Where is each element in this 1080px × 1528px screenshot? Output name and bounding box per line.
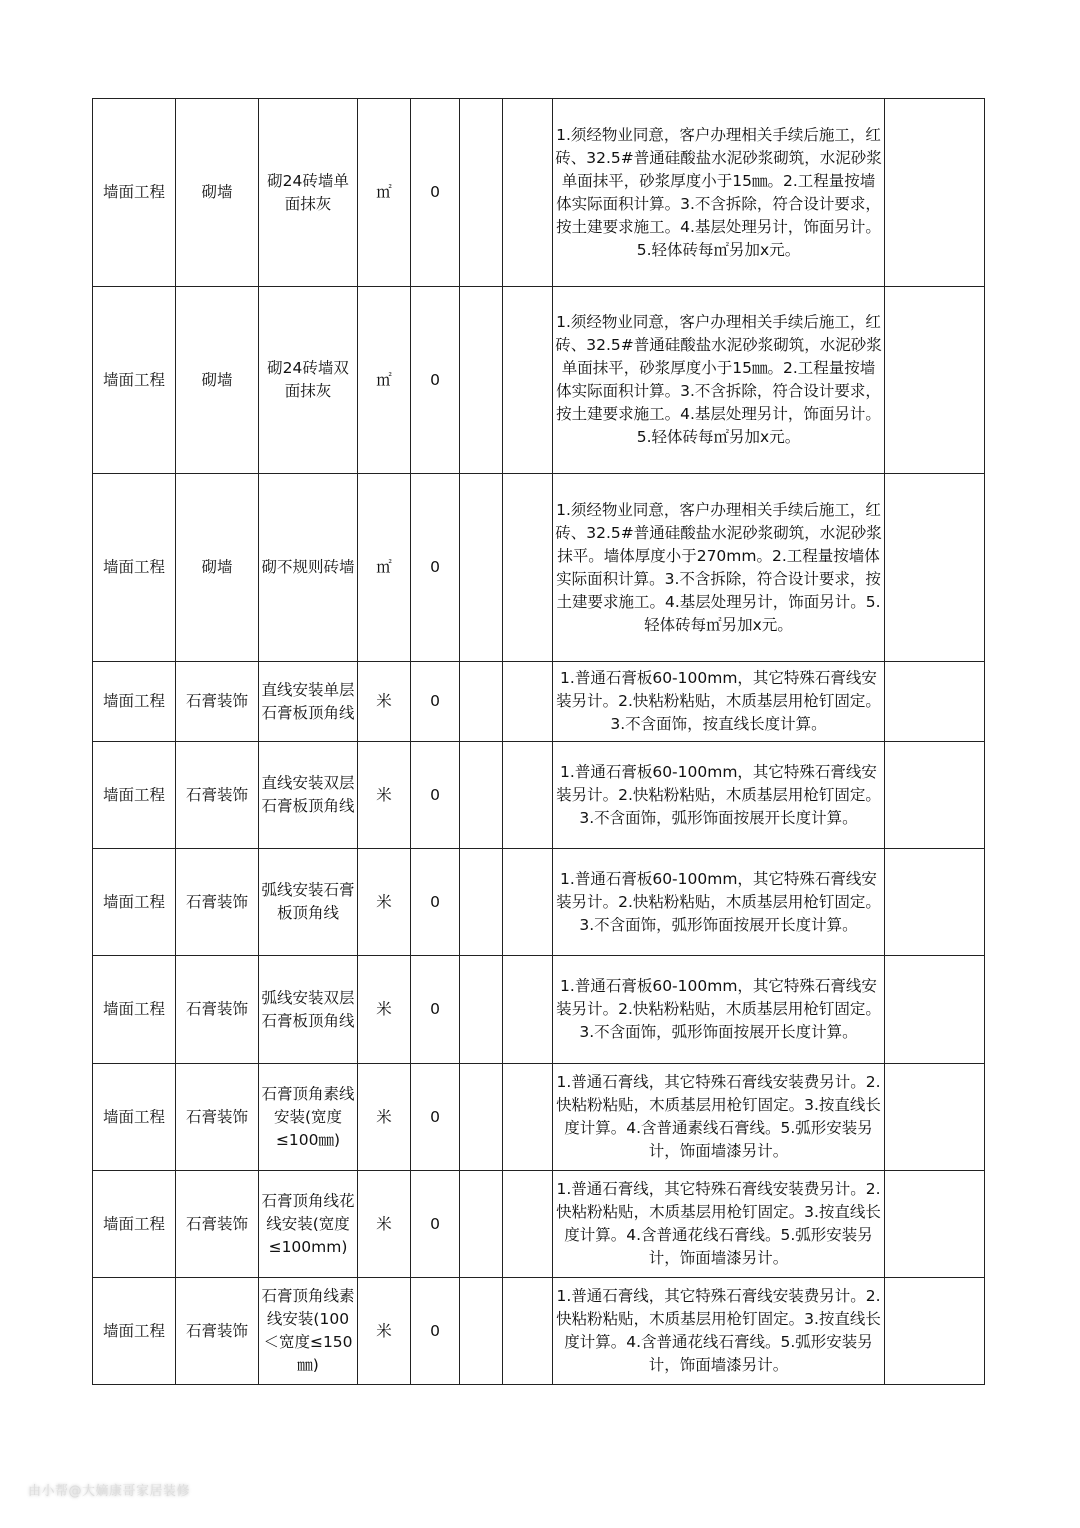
blank-cell <box>460 99 503 287</box>
blank-cell <box>460 956 503 1064</box>
remark-cell <box>885 1278 985 1385</box>
subcategory-cell: 石膏装饰 <box>176 662 259 742</box>
unit-cell: 米 <box>358 849 411 956</box>
table-row <box>93 742 985 849</box>
quantity-cell: 0 <box>411 1064 460 1171</box>
quantity-cell: 0 <box>411 742 460 849</box>
description-cell: 1.须经物业同意，客户办理相关手续后施工，红砖、32.5#普通硅酸盐水泥砂浆砌筑，水泥砂浆抹平。墙体厚度小于270mm。2.工程量按墙体实际面积计算。3.不含拆除，符合设计要求，按土建要求施工。4.基层处理另计，饰面另计。5.轻体砖每㎡另加x元。 <box>553 474 885 662</box>
description-cell: 1.普通石膏线，其它特殊石膏线安装费另计。2.快粘粉粘贴，木质基层用枪钉固定。3.按直线长度计算。4.含普通花线石膏线。5.弧形安装另计，饰面墙漆另计。 <box>553 1171 885 1278</box>
quantity-cell: 0 <box>411 474 460 662</box>
blank-cell <box>460 742 503 849</box>
table-row <box>93 99 985 287</box>
item-name-cell: 砌24砖墙单面抹灰 <box>259 99 358 287</box>
item-name-cell: 砌不规则砖墙 <box>259 474 358 662</box>
unit-cell: ㎡ <box>358 287 411 474</box>
unit-cell: 米 <box>358 956 411 1064</box>
item-name-cell: 石膏顶角线素线安装(100＜宽度≤150㎜) <box>259 1278 358 1385</box>
table-row <box>93 849 985 956</box>
blank-cell <box>460 1171 503 1278</box>
item-name-cell: 砌24砖墙双面抹灰 <box>259 287 358 474</box>
remark-cell <box>885 1171 985 1278</box>
category-cell: 墙面工程 <box>93 287 176 474</box>
category-cell: 墙面工程 <box>93 662 176 742</box>
unit-cell: ㎡ <box>358 474 411 662</box>
remark-cell <box>885 956 985 1064</box>
blank-cell <box>503 849 553 956</box>
remark-cell <box>885 662 985 742</box>
quantity-cell: 0 <box>411 1171 460 1278</box>
remark-cell <box>885 849 985 956</box>
category-cell: 墙面工程 <box>93 849 176 956</box>
blank-cell <box>503 1171 553 1278</box>
subcategory-cell: 砌墙 <box>176 474 259 662</box>
blank-cell <box>460 287 503 474</box>
price-table <box>92 98 985 1385</box>
unit-cell: ㎡ <box>358 99 411 287</box>
table-row <box>93 474 985 662</box>
quantity-cell: 0 <box>411 849 460 956</box>
unit-cell: 米 <box>358 1064 411 1171</box>
unit-cell: 米 <box>358 662 411 742</box>
category-cell: 墙面工程 <box>93 742 176 849</box>
blank-cell <box>460 662 503 742</box>
description-cell: 1.须经物业同意，客户办理相关手续后施工，红砖、32.5#普通硅酸盐水泥砂浆砌筑，水泥砂浆单面抹平，砂浆厚度小于15㎜。2.工程量按墙体实际面积计算。3.不含拆除，符合设计要求，按土建要求施工。4.基层处理另计，饰面另计。5.轻体砖每㎡另加x元。 <box>553 99 885 287</box>
subcategory-cell: 石膏装饰 <box>176 1278 259 1385</box>
category-cell: 墙面工程 <box>93 1278 176 1385</box>
category-cell: 墙面工程 <box>93 956 176 1064</box>
blank-cell <box>503 742 553 849</box>
blank-cell <box>503 99 553 287</box>
description-cell: 1.普通石膏板60-100mm，其它特殊石膏线安装另计。2.快粘粉粘贴，木质基层用枪钉固定。3.不含面饰，弧形饰面按展开长度计算。 <box>553 742 885 849</box>
table-row <box>93 1064 985 1171</box>
category-cell: 墙面工程 <box>93 99 176 287</box>
table-row <box>93 287 985 474</box>
remark-cell <box>885 287 985 474</box>
subcategory-cell: 砌墙 <box>176 99 259 287</box>
table-row <box>93 1171 985 1278</box>
blank-cell <box>503 287 553 474</box>
remark-cell <box>885 1064 985 1171</box>
blank-cell <box>503 474 553 662</box>
item-name-cell: 弧线安装石膏板顶角线 <box>259 849 358 956</box>
category-cell: 墙面工程 <box>93 1064 176 1171</box>
blank-cell <box>503 1278 553 1385</box>
subcategory-cell: 石膏装饰 <box>176 849 259 956</box>
subcategory-cell: 石膏装饰 <box>176 1064 259 1171</box>
blank-cell <box>460 1278 503 1385</box>
description-cell: 1.普通石膏线，其它特殊石膏线安装费另计。2.快粘粉粘贴，木质基层用枪钉固定。3.按直线长度计算。4.含普通素线石膏线。5.弧形安装另计，饰面墙漆另计。 <box>553 1064 885 1171</box>
blank-cell <box>460 1064 503 1171</box>
subcategory-cell: 砌墙 <box>176 287 259 474</box>
unit-cell: 米 <box>358 742 411 849</box>
table-row <box>93 662 985 742</box>
blank-cell <box>460 474 503 662</box>
remark-cell <box>885 99 985 287</box>
table-body <box>93 99 985 1385</box>
blank-cell <box>460 849 503 956</box>
table-row <box>93 1278 985 1385</box>
item-name-cell: 弧线安装双层石膏板顶角线 <box>259 956 358 1064</box>
description-cell: 1.普通石膏线，其它特殊石膏线安装费另计。2.快粘粉粘贴，木质基层用枪钉固定。3.按直线长度计算。4.含普通花线石膏线。5.弧形安装另计，饰面墙漆另计。 <box>553 1278 885 1385</box>
quantity-cell: 0 <box>411 1278 460 1385</box>
blank-cell <box>503 956 553 1064</box>
description-cell: 1.须经物业同意，客户办理相关手续后施工，红砖、32.5#普通硅酸盐水泥砂浆砌筑，水泥砂浆单面抹平，砂浆厚度小于15㎜。2.工程量按墙体实际面积计算。3.不含拆除，符合设计要求，按土建要求施工。4.基层处理另计，饰面另计。5.轻体砖每㎡另加x元。 <box>553 287 885 474</box>
blank-cell <box>503 1064 553 1171</box>
subcategory-cell: 石膏装饰 <box>176 742 259 849</box>
subcategory-cell: 石膏装饰 <box>176 956 259 1064</box>
table-row <box>93 956 985 1064</box>
description-cell: 1.普通石膏板60-100mm，其它特殊石膏线安装另计。2.快粘粉粘贴，木质基层用枪钉固定。3.不含面饰，弧形饰面按展开长度计算。 <box>553 956 885 1064</box>
quantity-cell: 0 <box>411 99 460 287</box>
subcategory-cell: 石膏装饰 <box>176 1171 259 1278</box>
category-cell: 墙面工程 <box>93 1171 176 1278</box>
item-name-cell: 直线安装双层石膏板顶角线 <box>259 742 358 849</box>
watermark: 由小帮@大嫡康哥家居装修 <box>28 1484 191 1499</box>
category-cell: 墙面工程 <box>93 474 176 662</box>
item-name-cell: 直线安装单层石膏板顶角线 <box>259 662 358 742</box>
blank-cell <box>503 662 553 742</box>
quantity-cell: 0 <box>411 287 460 474</box>
item-name-cell: 石膏顶角线花线安装(宽度≤100mm) <box>259 1171 358 1278</box>
quantity-cell: 0 <box>411 662 460 742</box>
quantity-cell: 0 <box>411 956 460 1064</box>
description-cell: 1.普通石膏板60-100mm，其它特殊石膏线安装另计。2.快粘粉粘贴，木质基层用枪钉固定。3.不含面饰，按直线长度计算。 <box>553 662 885 742</box>
remark-cell <box>885 474 985 662</box>
description-cell: 1.普通石膏板60-100mm，其它特殊石膏线安装另计。2.快粘粉粘贴，木质基层用枪钉固定。3.不含面饰，弧形饰面按展开长度计算。 <box>553 849 885 956</box>
unit-cell: 米 <box>358 1171 411 1278</box>
item-name-cell: 石膏顶角素线安装(宽度≤100㎜) <box>259 1064 358 1171</box>
unit-cell: 米 <box>358 1278 411 1385</box>
remark-cell <box>885 742 985 849</box>
